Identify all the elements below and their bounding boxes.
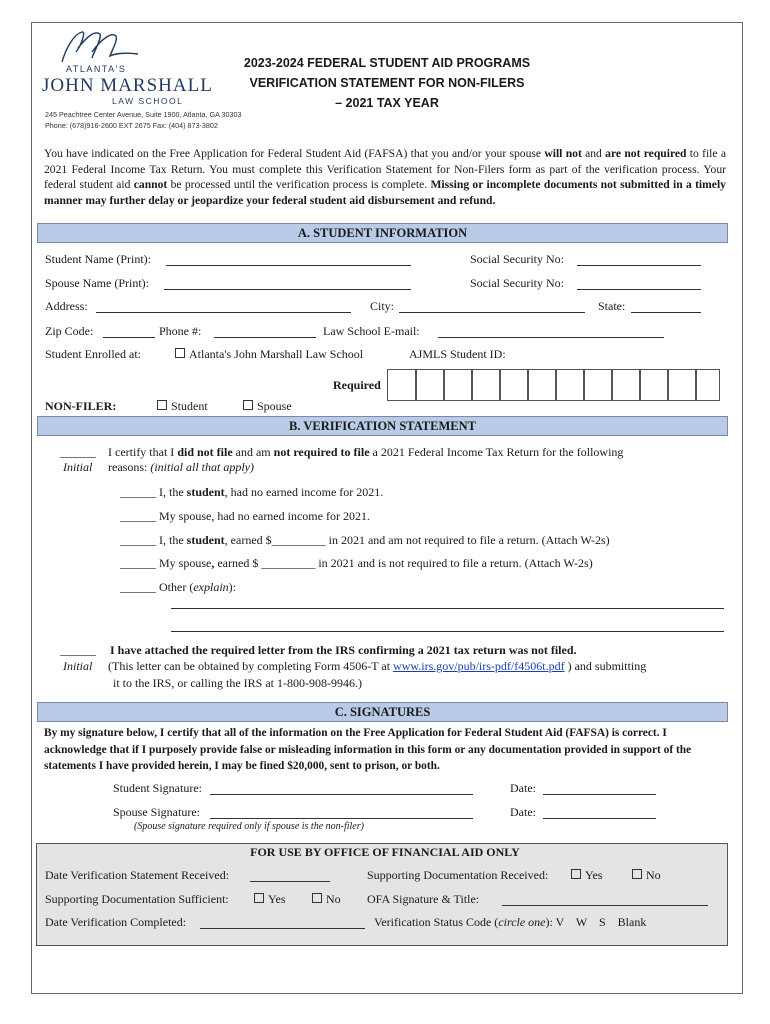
sufficient-label: Supporting Documentation Sufficient:: [45, 892, 229, 906]
reason-item-2[interactable]: [120, 509, 370, 524]
spouse-signature-label: Spouse Signature:: [113, 805, 200, 819]
student-id-box-3[interactable]: [443, 369, 473, 401]
email-label: Law School E-mail:: [323, 324, 420, 338]
intro-bold-2: are not required: [605, 147, 687, 160]
date-completed-label: Date Verification Completed:: [45, 915, 187, 929]
status-code-label: Verification Status Code (: [374, 915, 499, 929]
status-code-field: [374, 915, 646, 930]
student-name-label: Student Name (Print):: [45, 252, 151, 266]
section-c-header: C. SIGNATURES: [37, 702, 728, 722]
student-signature-line[interactable]: [210, 794, 473, 795]
date-field-2[interactable]: [510, 805, 536, 820]
supporting-received-yes-checkbox[interactable]: [571, 869, 581, 879]
reason-bold-4: ,: [211, 556, 215, 570]
certification-line: [108, 445, 623, 460]
email-field[interactable]: [323, 324, 420, 339]
section-b-header: B. VERIFICATION STATEMENT: [37, 416, 728, 436]
student-id-box-9[interactable]: [611, 369, 641, 401]
city-field[interactable]: [370, 299, 394, 314]
student-id-box-1[interactable]: [387, 369, 417, 401]
nonfiler-student-option[interactable]: [157, 399, 208, 414]
school-phone: Phone: (678)916-2600 EXT 2675 Fax: (404) 873-3802: [45, 121, 218, 130]
reason-blank-other[interactable]: ______: [120, 580, 156, 594]
irs-instructions-line-2: it to the IRS, or calling the IRS at 1-800-908-9946.): [113, 676, 362, 690]
intro-paragraph: [44, 146, 726, 208]
certification-statement: By my signature below, I certify that all of the information on the Free Application for Federal Student Aid (FAFSA) is correct. I acknowledge that if I purposely provide false or misleading information in this form or any documentation provided in support of the statements I have provided herein, I may be fined $20,000, sent to prison, or both.: [44, 727, 692, 772]
enrolled-label: Student Enrolled at:: [45, 347, 141, 361]
status-code-close: ):: [545, 915, 553, 929]
date-label-1: Date:: [510, 781, 536, 795]
school-address: 245 Peachtree Center Avenue, Suite 1900, Atlanta, GA 30303: [45, 110, 242, 119]
sufficient-no-label: No: [326, 892, 341, 906]
nonfiler-spouse-option[interactable]: [243, 399, 292, 414]
reason-text-3b: , earned $_________ in 2021 and am not required to file a return. (Attach W-2s): [224, 533, 610, 547]
spouse-signature-note: (Spouse signature required only if spouse is the non-filer): [134, 821, 364, 832]
supporting-received-yes-label: Yes: [585, 868, 603, 882]
jm-monogram-logo: [52, 28, 142, 66]
date-line-2[interactable]: [543, 818, 656, 819]
logo-line-3: LAW SCHOOL: [112, 96, 184, 106]
student-name-field[interactable]: [45, 252, 151, 267]
nonfiler-spouse-label: Spouse: [257, 399, 292, 413]
date-completed-line[interactable]: [200, 928, 365, 929]
ofa-signature-line[interactable]: [502, 905, 708, 906]
supporting-received-label: Supporting Documentation Received:: [367, 868, 549, 882]
nonfiler-student-checkbox[interactable]: [157, 400, 167, 410]
reason-blank-3[interactable]: ______: [120, 533, 156, 547]
irs-letter-statement: I have attached the required letter from the IRS confirming a 2021 tax return was not filed.: [110, 643, 577, 657]
cert-text-1: I certify that I: [108, 445, 178, 459]
explain-line-2[interactable]: [171, 631, 724, 632]
spouse-name-label: Spouse Name (Print):: [45, 276, 149, 290]
reasons-label: reasons:: [108, 460, 148, 474]
irs-text-2: ) and submitting: [564, 659, 647, 673]
zip-line[interactable]: [103, 337, 155, 338]
spouse-signature-field[interactable]: [113, 805, 200, 820]
logo-line-2: JOHN MARSHALL: [42, 75, 213, 96]
phone-line[interactable]: [214, 337, 316, 338]
date-completed-field[interactable]: [45, 915, 186, 930]
school-checkbox-option[interactable]: [175, 347, 363, 362]
ssn-line-2[interactable]: [577, 289, 701, 290]
irs-text-1: (This letter can be obtained by completing Form 4506-T at: [108, 659, 394, 673]
student-id-box-11[interactable]: [667, 369, 697, 401]
initial-blank-1[interactable]: ______: [60, 445, 96, 459]
nonfiler-student-label: Student: [171, 399, 208, 413]
ssn-field-1[interactable]: [470, 252, 564, 267]
office-title: FOR USE BY OFFICE OF FINANCIAL AID ONLY: [250, 845, 520, 859]
reasons-note: (initial all that apply): [150, 460, 254, 474]
ofa-signature-label: OFA Signature & Title:: [367, 892, 480, 906]
student-id-box-2[interactable]: [415, 369, 445, 401]
intro-text-4: be processed until the verification process is complete.: [167, 178, 431, 192]
supporting-received-no[interactable]: [632, 868, 661, 883]
nonfiler-label: NON-FILER:: [45, 399, 117, 413]
title-line-1: 2023-2024 FEDERAL STUDENT AID PROGRAMS: [243, 56, 531, 70]
cert-text-2: and am: [232, 445, 274, 459]
required-label: Required: [333, 378, 381, 392]
student-id-box-6[interactable]: [527, 369, 557, 401]
date-label-2: Date:: [510, 805, 536, 819]
intro-bold-1: will not: [544, 147, 582, 160]
date-received-label: Date Verification Statement Received:: [45, 868, 230, 882]
reason-blank-2[interactable]: ______: [120, 509, 156, 523]
reason-text-2a: My spouse, had no earned income for 2021.: [159, 509, 370, 523]
reasons-line: [108, 460, 254, 475]
reason-item-3[interactable]: [120, 533, 610, 548]
reason-item-4[interactable]: [120, 556, 593, 571]
cert-bold-1: did not file: [177, 445, 233, 459]
other-close: ):: [228, 580, 236, 594]
explain-line-1[interactable]: [171, 608, 724, 609]
status-code-options[interactable]: V W S Blank: [555, 915, 647, 929]
student-id-box-8[interactable]: [583, 369, 613, 401]
irs-instructions-line: [108, 659, 646, 674]
ssn-label-2: Social Security No:: [470, 276, 564, 290]
other-label: Other (: [159, 580, 194, 594]
ssn-line-1[interactable]: [577, 265, 701, 266]
date-received-line[interactable]: [250, 881, 330, 882]
ofa-signature-field[interactable]: [367, 892, 479, 907]
state-field[interactable]: [598, 299, 625, 314]
zip-field[interactable]: [45, 324, 93, 339]
form-title: [222, 53, 552, 113]
email-line[interactable]: [438, 337, 664, 338]
title-line-3: – 2021 TAX YEAR: [335, 96, 439, 110]
intro-text-1: You have indicated on the Free Application for Federal Student Aid (FAFSA) that you and/or your spouse: [44, 147, 545, 160]
logo-line-1: ATLANTA'S: [66, 64, 127, 74]
state-line[interactable]: [631, 312, 701, 313]
cert-text-3: a 2021 Federal Income Tax Return for the following: [369, 445, 624, 459]
reason-item-1[interactable]: [120, 485, 383, 500]
sufficient-no[interactable]: [312, 892, 341, 907]
student-id-label: AJMLS Student ID:: [409, 347, 506, 361]
supporting-received-no-checkbox[interactable]: [632, 869, 642, 879]
title-line-2: VERIFICATION STATEMENT FOR NON-FILERS: [249, 76, 525, 90]
intro-text-2: and: [581, 147, 606, 160]
reason-text-1a: I, the: [159, 485, 187, 499]
intro-text-3: to file a 2021 Federal Income Tax Return. You must complete this Verification Statement for Non-Filers form as part of the verification process. Your federal student aid: [44, 147, 726, 192]
status-code-italic: circle one: [498, 915, 546, 929]
intro-bold-3: cannot: [133, 178, 168, 192]
date-received-field[interactable]: [45, 868, 229, 883]
address-label: Address:: [45, 299, 88, 313]
reason-text-4b: earned $ _________ in 2021 and is not required to file a return. (Attach W-2s): [214, 556, 593, 570]
reason-blank-4[interactable]: ______: [120, 556, 156, 570]
ssn-field-2[interactable]: [470, 276, 564, 291]
address-field[interactable]: [45, 299, 88, 314]
phone-label: Phone #:: [159, 324, 202, 338]
student-id-box-12[interactable]: [695, 369, 720, 401]
reason-text-4a: My spouse: [159, 556, 212, 570]
student-id-box-7[interactable]: [555, 369, 585, 401]
sufficient-no-checkbox[interactable]: [312, 893, 322, 903]
supporting-received-yes[interactable]: [571, 868, 602, 883]
state-label: State:: [598, 299, 626, 313]
spouse-name-line[interactable]: [164, 289, 411, 290]
school-checkbox[interactable]: [175, 348, 185, 358]
initial-label-2: Initial: [63, 659, 93, 673]
city-line[interactable]: [399, 312, 585, 313]
date-line-1[interactable]: [543, 794, 656, 795]
cert-bold-2: not required to file: [273, 445, 370, 459]
spouse-signature-line[interactable]: [210, 818, 473, 819]
nonfiler-spouse-checkbox[interactable]: [243, 400, 253, 410]
irs-form-link[interactable]: www.irs.gov/pub/irs-pdf/f4506t.pdf: [393, 659, 565, 673]
student-signature-field[interactable]: [113, 781, 202, 796]
reason-item-other[interactable]: [120, 580, 236, 595]
other-explain: explain: [193, 580, 229, 594]
school-option-label: Atlanta's John Marshall Law School: [189, 347, 364, 361]
reason-text-3a: I, the: [159, 533, 187, 547]
city-label: City:: [370, 299, 395, 313]
student-signature-label: Student Signature:: [113, 781, 202, 795]
student-name-line[interactable]: [166, 265, 411, 266]
ssn-label-1: Social Security No:: [470, 252, 564, 266]
spouse-name-field[interactable]: [45, 276, 149, 291]
zip-label: Zip Code:: [45, 324, 94, 338]
supporting-received-no-label: No: [646, 868, 661, 882]
sufficient-yes-label: Yes: [268, 892, 286, 906]
initial-label-1: Initial: [63, 460, 93, 474]
reason-blank-1[interactable]: ______: [120, 485, 156, 499]
date-field-1[interactable]: [510, 781, 536, 796]
section-a-header: A. STUDENT INFORMATION: [37, 223, 728, 243]
reason-text-1b: , had no earned income for 2021.: [224, 485, 384, 499]
reason-bold-1: student: [186, 485, 225, 499]
student-id-box-4[interactable]: [471, 369, 501, 401]
sufficient-yes[interactable]: [254, 892, 285, 907]
student-id-box-5[interactable]: [499, 369, 529, 401]
initial-blank-2[interactable]: ______: [60, 643, 96, 657]
reason-bold-3: student: [186, 533, 225, 547]
phone-field[interactable]: [159, 324, 201, 339]
student-id-box-10[interactable]: [639, 369, 669, 401]
sufficient-yes-checkbox[interactable]: [254, 893, 264, 903]
intro-bold-4: Missing or incomplete documents not submitted in a timely manner may further delay or jeopardize your federal student aid disbursement and refund.: [44, 178, 726, 207]
address-line[interactable]: [96, 312, 351, 313]
